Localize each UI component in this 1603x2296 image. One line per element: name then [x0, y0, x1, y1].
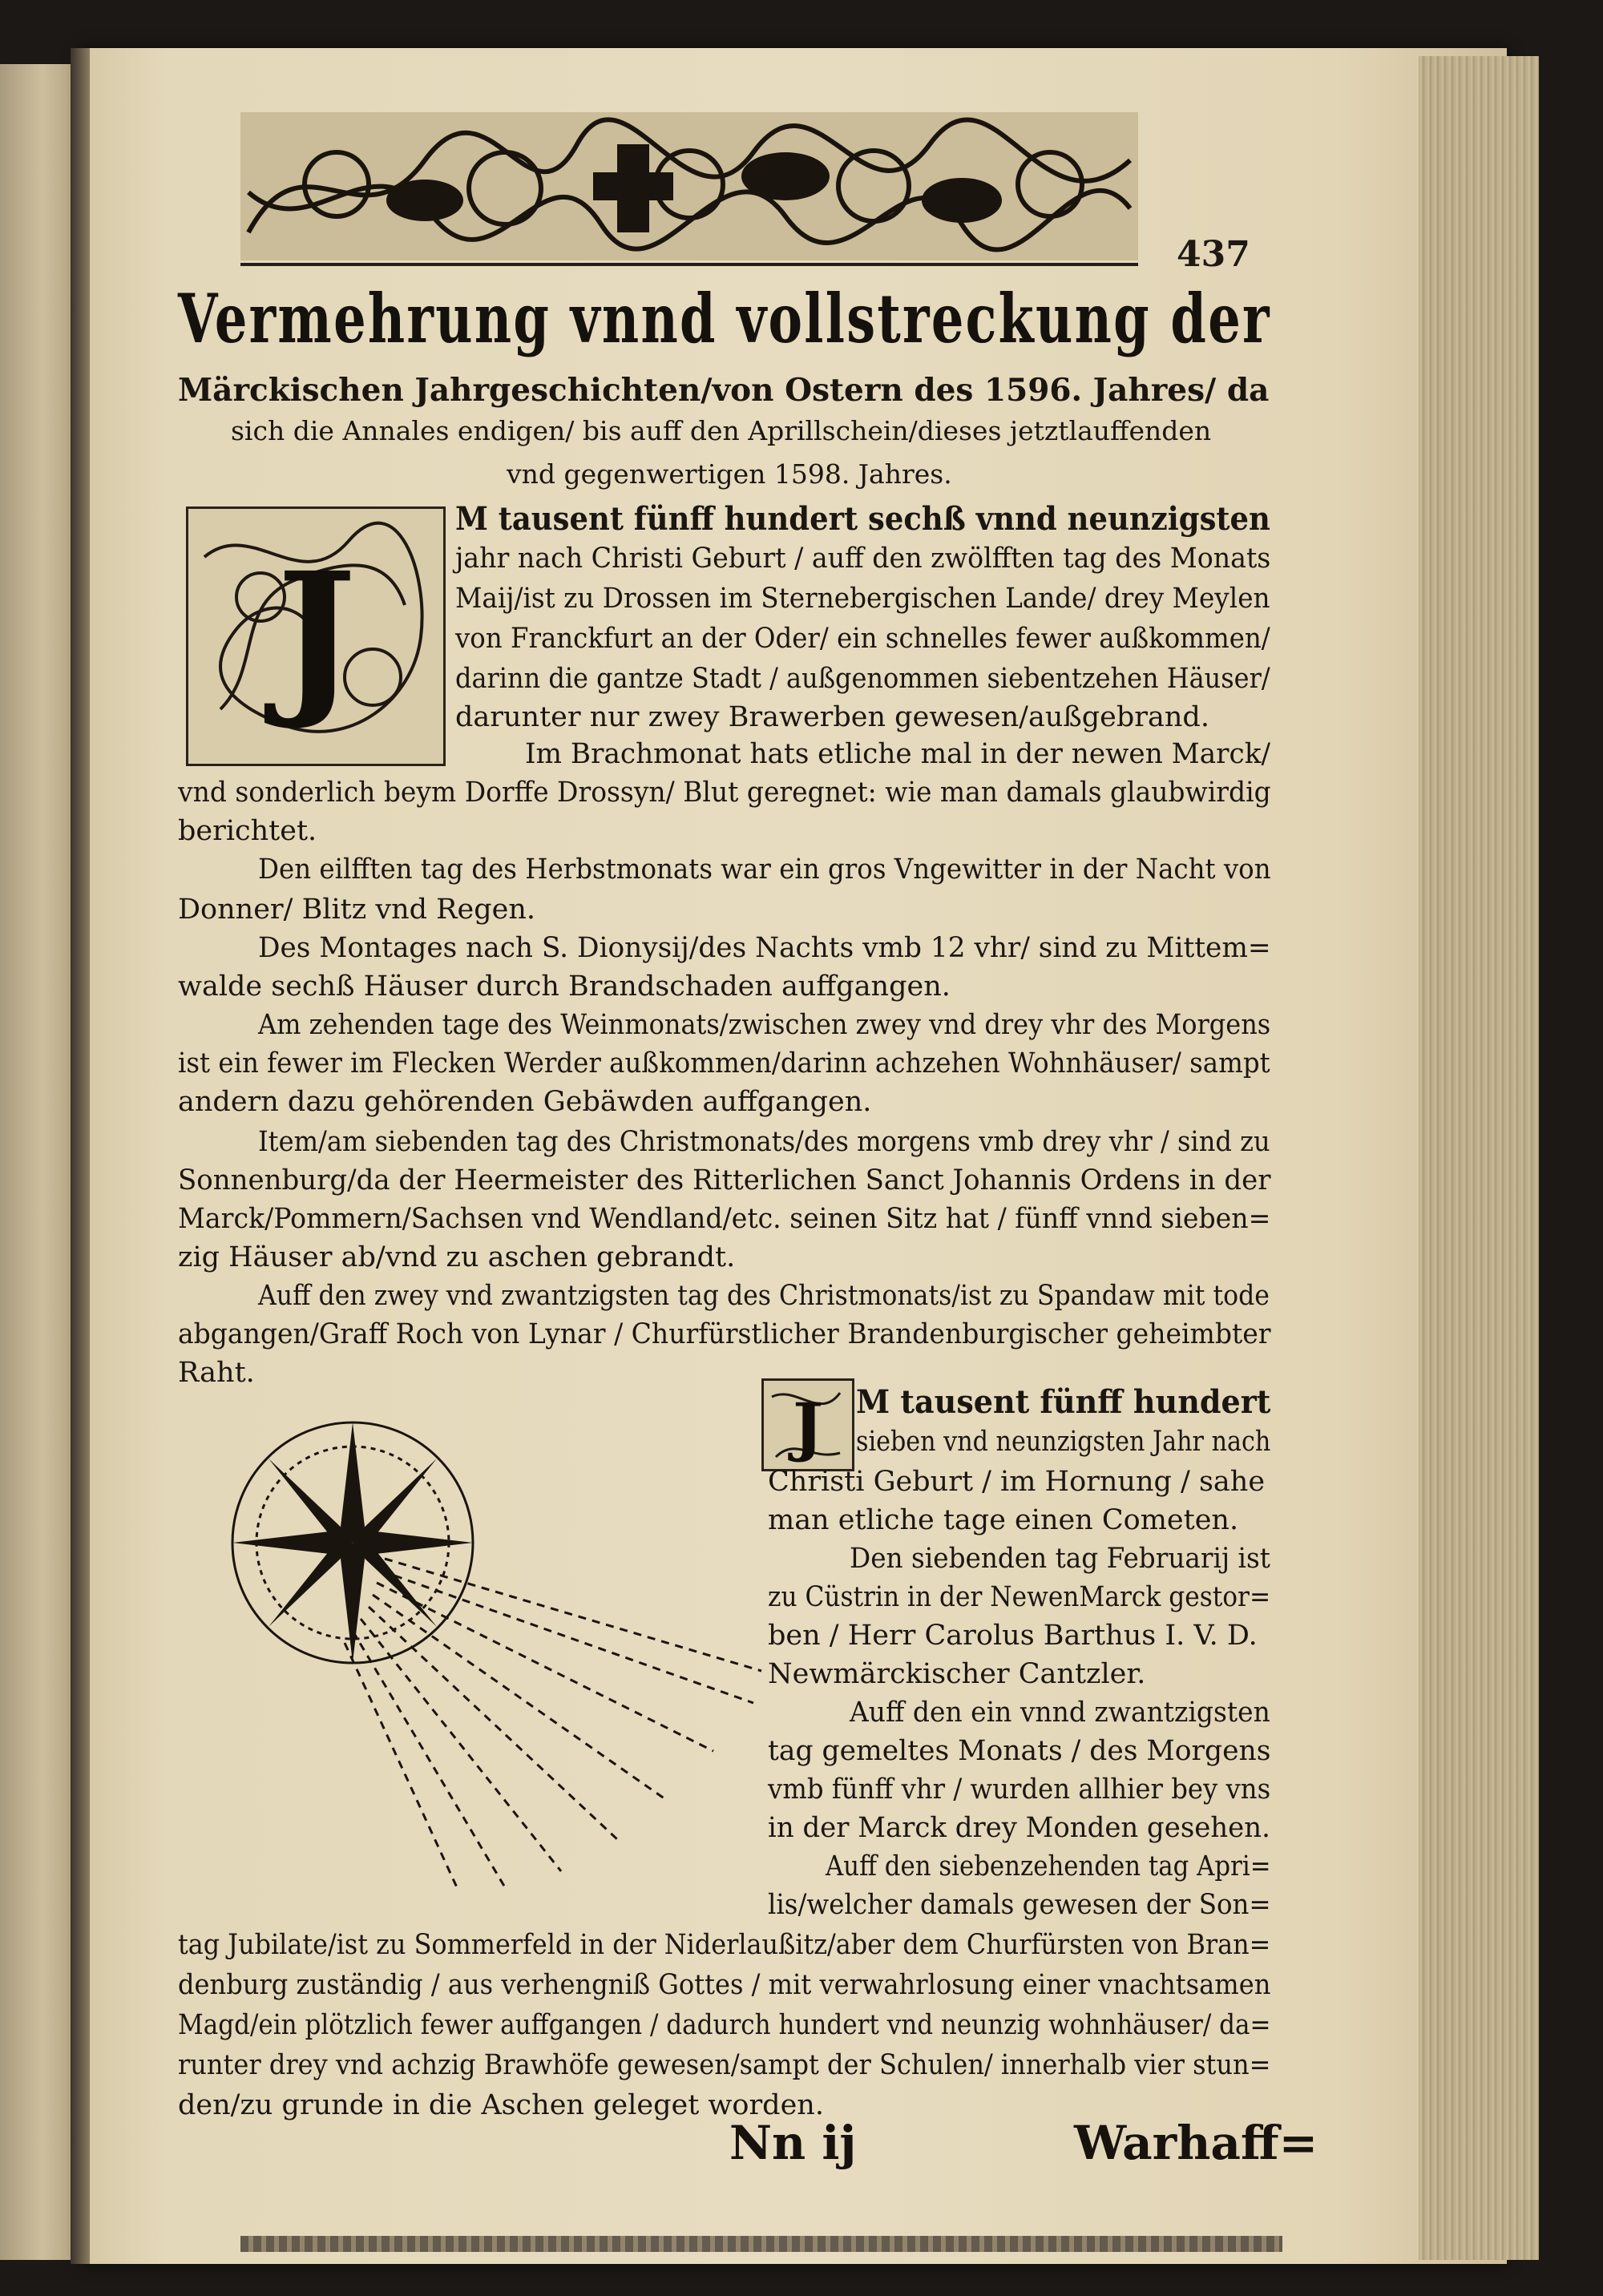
body-line-5: Donner/ Blitz vnd Regen. — [178, 894, 536, 926]
body-line-13: Marck/Pommern/Sachsen vnd Wendland/etc. seinen Sitz hat / fünff vnnd sieben= — [178, 1203, 1271, 1235]
body-line-14: zig Häuser ab/vnd zu aschen gebrandt. — [178, 1241, 736, 1273]
body-line-3: berichtet. — [178, 815, 317, 847]
body-line-16: abgangen/Graff Roch von Lynar / Churfürstlicher Brandenburgischer geheimbter — [178, 1318, 1271, 1350]
subtitle-line-2: sich die Annales endigen/ bis auff den Aprillschein/dieses jetztlauffenden — [231, 415, 1212, 446]
body-line-2: vnd sonderlich beym Dorffe Drossyn/ Blut geregnet: wie man damals glaubwirdig — [178, 777, 1271, 809]
final-line-1: tag Jubilate/ist zu Sommerfeld in der Niderlaußitz/aber dem Churfürsten von Bran= — [178, 1929, 1271, 1961]
bottom-page-edge — [240, 2236, 1282, 2252]
subtitle-line-3: vnd gegenwertigen 1598. Jahres. — [507, 458, 952, 490]
final-line-2: denburg zuständig / aus verhengniß Gottes / mit verwahrlosung einer vnachtsamen — [178, 1969, 1271, 2001]
page-stack-edges — [1419, 56, 1539, 2260]
page-number: 437 — [1177, 234, 1250, 275]
woodcut-headpiece — [240, 112, 1138, 260]
signature-mark: Nn ij — [729, 2116, 857, 2170]
column-line-12: in der Marck drey Monden gesehen. — [768, 1812, 1270, 1844]
previous-page-edge — [0, 64, 71, 2260]
column-line-6: zu Cüstrin in der NewenMarck gestor= — [768, 1581, 1271, 1613]
body-line-17: Raht. — [178, 1357, 255, 1389]
column-line-13: Auff den siebenzehenden tag Apri= — [826, 1850, 1271, 1882]
body-line-10: andern dazu gehörenden Gebäwden auffgangen. — [178, 1086, 872, 1118]
final-line-5: den/zu grunde in die Aschen geleget worden. — [178, 2089, 824, 2121]
column-line-5: Den siebenden tag Februarij ist — [850, 1543, 1270, 1575]
decorated-initial-letter-small — [761, 1378, 854, 1471]
body-line-11: Item/am siebenden tag des Christmonats/des morgens vmb drey vhr / sind zu — [258, 1126, 1270, 1158]
body-line-4: Den eilfften tag des Herbstmonats war ein gros Vngewitter in der Nacht von — [258, 853, 1271, 886]
final-line-4: runter drey vnd achzig Brawhöfe gewesen/sampt der Schulen/ innerhalb vier stun= — [178, 2049, 1271, 2081]
page-title: Vermehrung vnnd vollstreckung der — [178, 279, 1271, 358]
column-line-10: tag gemeltes Monats / des Morgens — [768, 1735, 1271, 1767]
body-line-12: Sonnenburg/da der Heermeister des Ritterlichen Sanct Johannis Ordens in der — [178, 1164, 1271, 1196]
block1-line-3: Maij/ist zu Drossen im Sternebergischen Lande/ drey Meylen — [455, 583, 1270, 615]
column-line-2: sieben vnd neunzigsten Jahr nach — [856, 1426, 1271, 1458]
body-line-1: Im Brachmonat hats etliche mal in der newen Marck/ — [525, 738, 1271, 770]
body-line-6: Des Montages nach S. Dionysij/des Nachts vmb 12 vhr/ sind zu Mittem= — [258, 932, 1271, 964]
catchword: Warhaff= — [1074, 2116, 1318, 2170]
column-line-14: lis/welcher damals gewesen der Son= — [768, 1889, 1271, 1921]
book-gutter — [71, 48, 90, 2264]
column-line-3: Christi Geburt / im Hornung / sahe — [768, 1466, 1266, 1498]
body-line-15: Auff den zwey vnd zwantzigsten tag des Christmonats/ist zu Spandaw mit tode — [258, 1280, 1270, 1312]
column-line-1: M tausent fünff hundert — [856, 1383, 1271, 1421]
body-line-9: ist ein fewer im Flecken Werder außkommen/darinn achzehen Wohnhäuser/ sampt — [178, 1047, 1270, 1079]
column-line-11: vmb fünff vhr / wurden allhier bey vns — [768, 1773, 1271, 1806]
body-line-7: walde sechß Häuser durch Brandschaden auffgangen. — [178, 970, 951, 1003]
block1-line-6: darunter nur zwey Brawerben gewesen/außgebrand. — [455, 701, 1209, 733]
column-line-8: Newmärckischer Cantzler. — [768, 1658, 1146, 1690]
block1-line-5: darinn die gantze Stadt / außgenommen siebentzehen Häuser/ — [455, 663, 1270, 695]
headpiece-rule — [240, 263, 1138, 266]
final-line-3: Magd/ein plötzlich fewer auffgangen / dadurch hundert vnd neunzig wohnhäuser/ da= — [178, 2009, 1271, 2041]
svg-text:J: J — [277, 535, 357, 733]
column-line-9: Auff den ein vnnd zwantzigsten — [850, 1697, 1270, 1729]
block1-line-4: von Franckfurt an der Oder/ ein schnelles fewer außkommen/ — [455, 623, 1270, 655]
column-line-7: ben / Herr Carolus Barthus I. V. D. — [768, 1620, 1258, 1652]
body-line-8: Am zehenden tage des Weinmonats/zwischen zwey vnd drey vhr des Morgens — [258, 1009, 1271, 1041]
block1-line-1: M tausent fünff hundert sechß vnnd neunzigsten — [455, 500, 1270, 538]
subtitle-line-1: Märckischen Jahrgeschichten/von Ostern des 1596. Jahres/ da — [178, 372, 1270, 409]
column-line-4: man etliche tage einen Cometen. — [768, 1504, 1239, 1536]
svg-text:J: J — [793, 1389, 823, 1464]
decorated-initial-letter — [186, 506, 446, 766]
block1-line-2: jahr nach Christi Geburt / auff den zwölfften tag des Monats — [455, 543, 1271, 575]
comet-woodcut-illustration — [200, 1414, 769, 1895]
